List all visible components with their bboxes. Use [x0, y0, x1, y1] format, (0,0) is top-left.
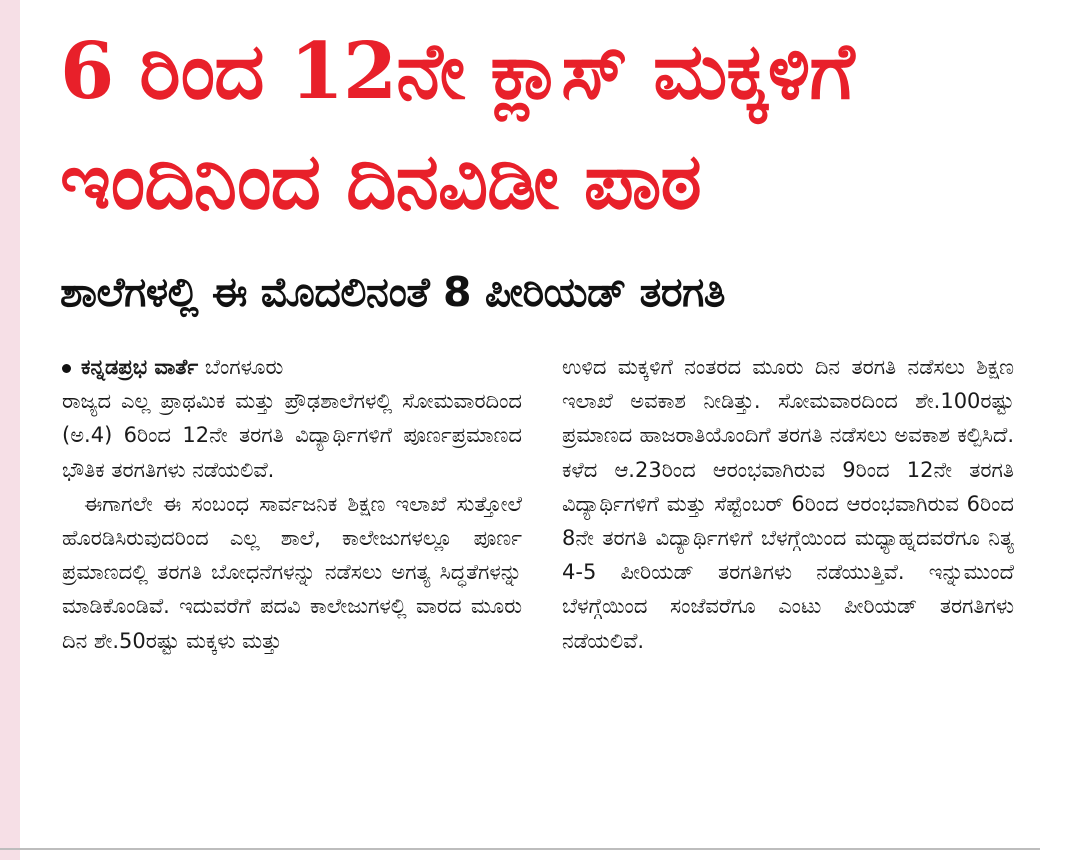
subheadline: ಶಾಲೆಗಳಲ್ಲಿ ಈ ಮೊದಲಿನಂತೆ 8 ಪೀರಿಯಡ್ ತರಗತಿ [60, 268, 726, 316]
byline [62, 350, 522, 384]
article-paragraph-1: ರಾಜ್ಯದ ಎಲ್ಲ ಪ್ರಾಥಮಿಕ ಮತ್ತು ಪ್ರೌಢಶಾಲೆಗಳಲ್ಲಿ ಸೋಮವಾರದಿಂದ (ಅ.4) 6ರಿಂದ 12ನೇ ತರಗತಿ ವಿದ್ಯಾರ್ಥಿಗಳಿಗೆ ಪೂರ್ಣಪ್ರಮಾಣದ ಭೌತಿಕ ತರಗತಿಗಳು ನಡೆಯಲಿವೆ. [62, 389, 522, 482]
headline-line-1: 6 ರಿಂದ 12ನೇ ಕ್ಲಾಸ್ ಮಕ್ಕಳಿಗೆ [60, 26, 854, 117]
article-column-right [562, 350, 1014, 658]
byline-source: ಕನ್ನಡಪ್ರಭ ವಾರ್ತೆ [81, 355, 199, 379]
bottom-divider [0, 848, 1040, 850]
headline-line-2: ಇಂದಿನಿಂದ ದಿನವಿಡೀ ಪಾಠ [60, 136, 701, 227]
byline-place: ಬೆಂಗಳೂರು [204, 355, 284, 379]
article-paragraph-2: ಈಗಾಗಲೇ ಈ ಸಂಬಂಧ ಸಾರ್ವಜನಿಕ ಶಿಕ್ಷಣ ಇಲಾಖೆ ಸುತ್ತೋಲೆ ಹೊರಡಿಸಿರುವುದರಿಂದ ಎಲ್ಲ ಶಾಲೆ, ಕಾಲೇಜುಗಳಲ್ಲೂ ಪೂರ್ಣ ಪ್ರಮಾಣದಲ್ಲಿ ತರಗತಿ ಬೋಧನೆಗಳನ್ನು ನಡೆಸಲು ಅಗತ್ಯ ಸಿದ್ಧತೆಗಳನ್ನು ಮಾಡಿಕೊಂಡಿವೆ. ಇದುವರೆಗೆ ಪದವಿ ಕಾಲೇಜುಗಳಲ್ಲಿ ವಾರದ ಮೂರು ದಿನ ಶೇ.50ರಷ್ಟು ಮಕ್ಕಳು ಮತ್ತು [62, 491, 522, 653]
article-column-left [62, 350, 522, 658]
article-paragraph-3: ಉಳಿದ ಮಕ್ಕಳಿಗೆ ನಂತರದ ಮೂರು ದಿನ ತರಗತಿ ನಡೆಸಲು ಶಿಕ್ಷಣ ಇಲಾಖೆ ಅವಕಾಶ ನೀಡಿತ್ತು. ಸೋಮವಾರದಿಂದ ಶೇ.100ರಷ್ಟು ಪ್ರಮಾಣದ ಹಾಜರಾತಿಯೊಂದಿಗೆ ತರಗತಿ ನಡೆಸಲು ಅವಕಾಶ ಕಲ್ಪಿಸಿದೆ. ಕಳೆದ ಆ.23ರಿಂದ ಆರಂಭವಾಗಿರುವ 9ರಿಂದ 12ನೇ ತರಗತಿ ವಿದ್ಯಾರ್ಥಿಗಳಿಗೆ ಮತ್ತು ಸೆಪ್ಟೆಂಬರ್ 6ರಿಂದ ಆರಂಭವಾಗಿರುವ 6ರಿಂದ 8ನೇ ತರಗತಿ ವಿದ್ಯಾರ್ಥಿಗಳಿಗೆ ಬೆಳಗ್ಗೆಯಿಂದ ಮಧ್ಯಾಹ್ನದವರೆಗೂ ನಿತ್ಯ 4-5 ಪೀರಿಯಡ್ ತರಗತಿಗಳು ನಡೆಯುತ್ತಿವೆ. ಇನ್ನುಮುಂದೆ ಬೆಳಗ್ಗೆಯಿಂದ ಸಂಜೆವರೆಗೂ ಎಂಟು ಪೀರಿಯಡ್ ತರಗತಿಗಳು ನಡೆಯಲಿವೆ. [562, 355, 1014, 653]
bullet-icon [62, 364, 71, 373]
page-edge-strip [0, 0, 20, 860]
